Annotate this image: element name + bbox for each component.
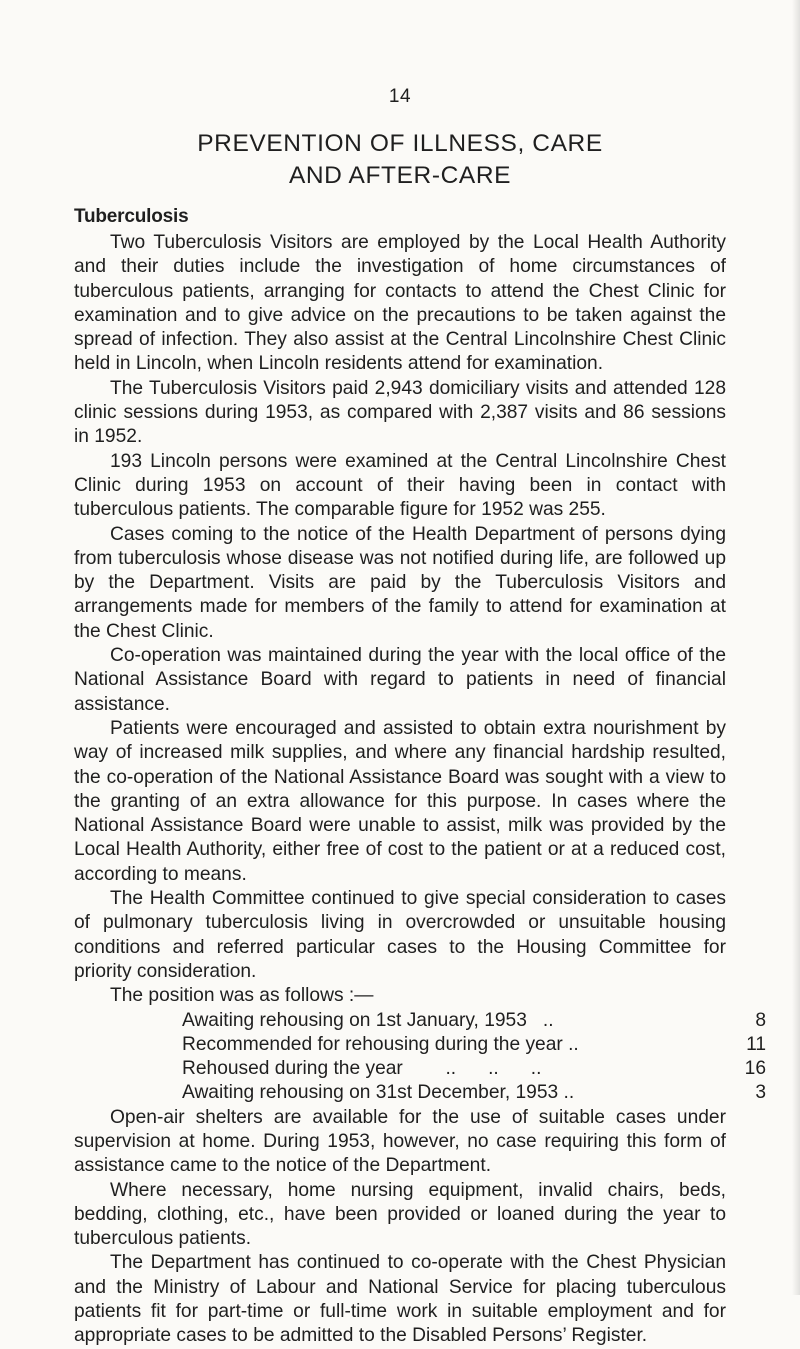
paragraph: The Tuberculosis Visitors paid 2,943 domiciliary visits and attended 128 clinic sessions during 1953, as compared with 2,387 visits and 86 sessions in 1952. xyxy=(74,377,726,448)
section-body xyxy=(74,231,766,1349)
title-line-2: AND AFTER-CARE xyxy=(288,162,512,189)
row-value: 11 xyxy=(746,1033,766,1055)
paragraph: Co-operation was maintained during the year with the local office of the National Assistance Board with regard to patients in need of financial assistance. xyxy=(74,645,726,715)
rehousing-table xyxy=(74,1009,766,1106)
section-heading: Tuberculosis xyxy=(74,206,189,227)
page-edge-shadow xyxy=(792,0,800,1295)
table-row xyxy=(182,1057,766,1081)
table-row xyxy=(182,1081,766,1105)
paragraph: Open-air shelters are available for the use of suitable cases under supervision at home. During 1953, however, no case requiring this form of assistance came to the notice of the Department. xyxy=(74,1106,726,1177)
page-number: 14 xyxy=(388,86,412,107)
table-row xyxy=(182,1033,766,1057)
row-label: Awaiting rehousing on 31st December, 1953 .. xyxy=(182,1082,575,1104)
row-label: Awaiting rehousing on 1st January, 1953 .. xyxy=(182,1009,554,1031)
paragraph: Patients were encouraged and assisted to obtain extra nourishment by way of increased milk supplies, and where any financial hardship resulted, the co-operation of the National Assistance Board was sought with a view to the granting of an extra allowance for this purpose. In cases where the National Assistance Board were unable to assist, milk was provided by the Local Health Authority, either free of cost to the patient or at a reduced cost, according to means. xyxy=(74,717,726,885)
paragraph: Cases coming to the notice of the Health Department of persons dying from tuberculosis whose disease was not notified during life, are followed up by the Department. Visits are paid by the Tuberculosis Visitors and arrangements made for members of the family to attend for examination at the Chest Clinic. xyxy=(74,523,726,642)
row-label: Rehoused during the year .. .. .. xyxy=(182,1058,542,1080)
paragraph: Two Tuberculosis Visitors are employed by the Local Health Authority and their duties include the investigation of home circumstances of tuberculous patients, arranging for contacts to attend the Chest Clinic for examination and to give advice on the precautions to be taken against the spread of infection. They also assist at the Central Lincolnshire Chest Clinic held in Lincoln, when Lincoln residents attend for examination. xyxy=(74,232,726,375)
paragraph: The Department has continued to co-operate with the Chest Physician and the Ministry of Labour and National Service for placing tuberculous patients fit for part-time or full-time work in suitable employment and for appropriate cases to be admitted to the Disabled Persons’ Register. xyxy=(74,1252,726,1347)
page-title xyxy=(0,128,800,192)
row-value: 16 xyxy=(744,1058,766,1080)
paragraph: The Health Committee continued to give special consideration to cases of pulmonary tuberculosis living in overcrowded or unsuitable housing conditions and referred particular cases to the Housing Committee for priority consideration. xyxy=(74,888,726,982)
title-line-1: PREVENTION OF ILLNESS, CARE xyxy=(197,130,603,157)
row-label: Recommended for rehousing during the year .. xyxy=(182,1033,579,1055)
row-value: 8 xyxy=(755,1009,766,1031)
row-value: 3 xyxy=(755,1082,766,1104)
paragraph: Where necessary, home nursing equipment, invalid chairs, beds, bedding, clothing, etc., have been provided or loaned during the year to tuberculous patients. xyxy=(74,1179,726,1250)
table-row xyxy=(182,1009,766,1033)
paragraph: 193 Lincoln persons were examined at the Central Lincolnshire Chest Clinic during 1953 on account of their having been in contact with tuberculous patients. The comparable figure for 1952 was 255. xyxy=(74,450,726,521)
paragraph: The position was as follows :— xyxy=(110,985,374,1007)
